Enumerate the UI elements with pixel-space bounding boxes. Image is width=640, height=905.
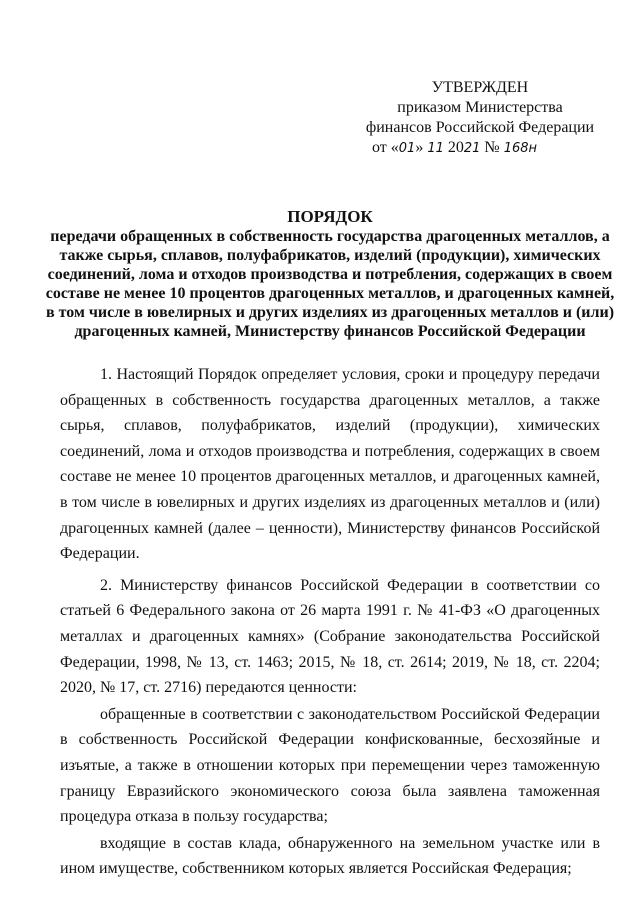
date-prefix: от « xyxy=(372,139,399,156)
document-body xyxy=(60,362,600,883)
date-month-handwritten: 11 xyxy=(427,141,444,156)
date-year-handwritten: 21 xyxy=(463,141,481,156)
order-number-handwritten: 168н xyxy=(503,141,537,156)
approval-date-line xyxy=(360,138,600,159)
approval-line-1: приказом Министерства xyxy=(397,99,563,116)
paragraph-2: 2. Министерству финансов Российской Федерации в соответствии со статьей 6 Федерального закона от 26 марта 1991 г. № 41-ФЗ «О драгоценных металлах и драгоценных камнях» (Собрание законодательства Российской Федерации, 1998, № 13, ст. 1463; 2015, № 18, ст. 2614; 2019, № 18, ст. 2204; 2020, № 17, ст. 2716) передаются ценности: xyxy=(60,576,600,697)
approval-line-2: финансов Российской Федерации xyxy=(365,119,595,136)
title-heading: ПОРЯДОК xyxy=(287,207,373,226)
date-sep-3: № xyxy=(480,139,504,156)
paragraph-4: входящие в состав клада, обнаруженного на земельном участке или в ином имуществе, собственником которых является Российская Федерация; xyxy=(60,834,600,878)
approval-word: УТВЕРЖДЕН xyxy=(431,79,529,96)
paragraph-1: 1. Настоящий Порядок определяет условия, сроки и процедуру передачи обращенных в собственность государства драгоценных металлов, а также сырья, сплавов, полуфабрикатов, изделий (продукции), химических соединений, лома и отходов производства и потребления, содержащих в своем составе не менее 10 процентов драгоценных металлов, и драгоценных камней, в том числе в ювелирных и других изделиях из драгоценных металлов и (или) драгоценных камней (далее – ценности), Министерству финансов Российской Федерации. xyxy=(60,366,600,563)
date-sep-2: 20 xyxy=(443,139,464,156)
date-day-handwritten: 01 xyxy=(398,141,416,156)
approval-block xyxy=(360,78,600,159)
title-subtitle: передачи обращенных в собственность государства драгоценных металлов, а также сырья, сплавов, полуфабрикатов, изделий (продукции), химических соединений, лома и отходов производства и потребления, содержащих в своем составе не менее 10 процентов драгоценных металлов, и драгоценных камней, в том числе в ювелирных и других изделиях из драгоценных металлов и (или) драгоценных камней, Министерству финансов Российской Федерации xyxy=(45,228,615,340)
document-title xyxy=(40,207,620,341)
paragraph-3: обращенные в соответствии с законодательством Российской Федерации в собственность Российской Федерации конфискованные, бесхозяйные и изъятые, а также в отношении которых при перемещении через таможенную границу Евразийского экономического союза была заявлена таможенная процедура отказа в пользу государства; xyxy=(60,705,600,826)
date-sep-1: » xyxy=(415,139,428,156)
